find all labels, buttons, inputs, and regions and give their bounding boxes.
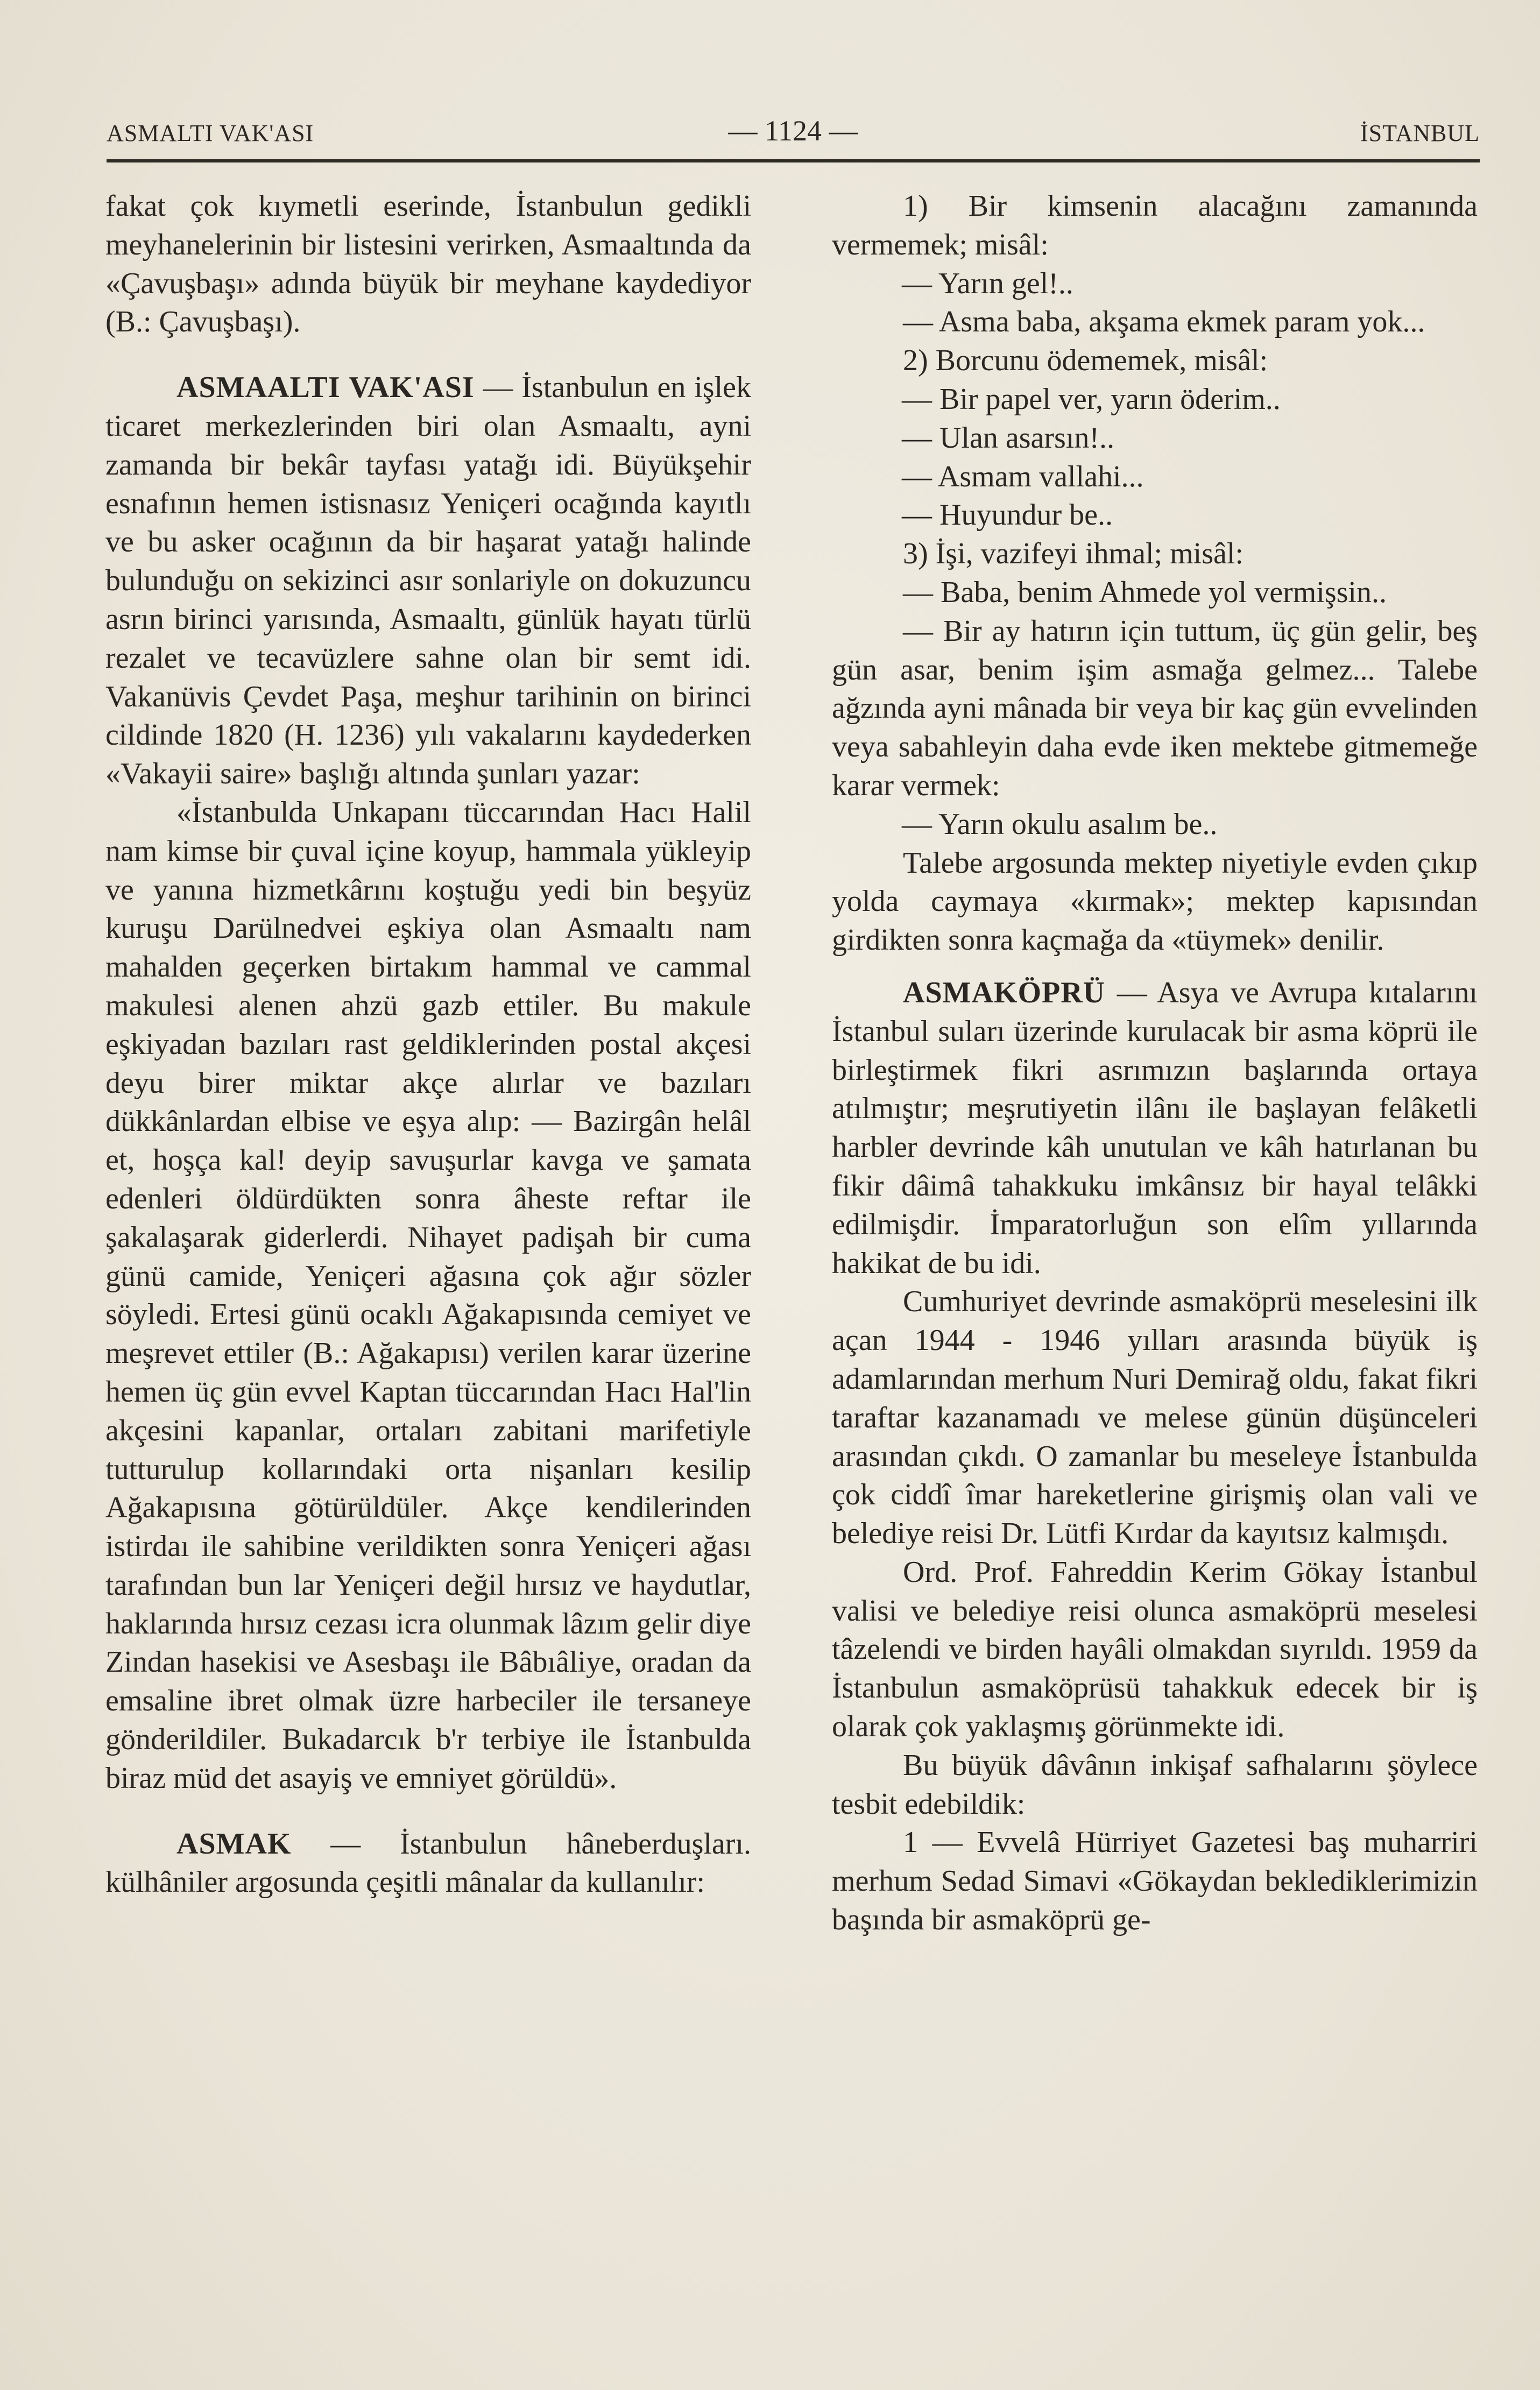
entry-asmak <box>105 1825 751 1903</box>
page-number: — 1124 — <box>728 115 858 147</box>
entry-title: ASMAALTI VAK'ASI <box>176 371 475 405</box>
running-header <box>107 114 1480 157</box>
entry-text: — İstanbulun en işlek ticaret merkezlerinden biri olan Asmaaltı, ayni zamanda bir bekâr tayfası yatağı idi. Büyükşehir esnafının hemen istisnasız Yeniçeri ocağında kayıtlı ve bu asker ocağının da bir haşarat yatağı halinde bulunduğu on sekizinci asır sonlariyle on dokuzuncu asrın birinci yarısında, Asmaaltı, günlük hayatı türlü rezalet ve tecavüzlere sahne olan bir semt idi. Vakanüvis Çevdet Paşa, meşhur tarihinin on birinci cildinde 1820 (H. 1236) yılı vakalarını kaydederken «Vakayii saire» başlığı altında şunları yazar: <box>105 371 751 791</box>
header-rule <box>107 159 1480 162</box>
continuation-paragraph: fakat çok kıymetli eserinde, İstanbulun gedikli meyhanelerinin bir listesini verirken, Asmaaltında da «Çavuşbaşı» adında büyük bir meyhane kaydediyor (B.: Çavuşbaşı). <box>105 189 751 339</box>
dialogue-line: — Ulan asarsın!.. <box>902 421 1115 455</box>
left-column <box>105 187 751 1902</box>
dialogue-line: — Yarın okulu asalım be.. <box>902 807 1218 841</box>
dialogue-line: — Asmam vallahi... <box>902 459 1144 493</box>
entry-title: ASMAKÖPRÜ <box>903 975 1106 1009</box>
dialogue-line: — Asma baba, akşama ekmek param yok... <box>903 305 1425 339</box>
quote-paragraph: «İstanbulda Unkapanı tüccarından Hacı Halil nam kimse bir çuval içine koyup, hammala yükleyip ve yanına hizmetkârını koştuğu yedi bin beşyüz kuruşu Darülnedvei eşkiya olan Asmaaltı nam mahalden geçerken birtakım hammal ve cammal makulesi alenen ahzü gazb ettiler. Bu makule eşkiyadan bazıları rast geldiklerinden postal akçesi deyu birer miktar akçe alırlar ve bazıları dükkânlardan elbise ve eşya alıp: — Bazirgân helâl et, hoşça kal! deyip savuşurlar kavga ve şamata edenleri öldürdükten sonra âheste reftar ile şakalaşarak giderlerdi. Nihayet padişah bir cuma günü camide, Yeniçeri ağasına çok ağır sözler söyledi. Ertesi günü ocaklı Ağakapısında cemiyet ve meşrevet ettiler (B.: Ağakapısı) verilen karar üzerine hemen üç gün evvel Kaptan tüccarından Hacı Hal'lin akçesini kapanlar, ortaları zabitani marifetiyle tutturulup kollarındaki orta nişanları kesilip Ağakapısına götürüldüler. Akçe kendilerinden istirdaı ile sahibine verildikten sonra Yeniçeri ağası tarafından bun lar Yeniçeri değil hırsız ve haydutlar, haklarında hırsız cezası icra olunmak lâzım gelir diye Zindan hasekisi ve Asesbaşı ile Bâbıâliye, oradan da emsaline ibret olmak üzre harbeciler ile tersaneye gönderildiler. Bukadarcık b'r terbiye ile İstanbulda biraz müd det asayiş ve emniyet görüldü». <box>105 795 751 1795</box>
entry-asmaalti <box>105 369 751 794</box>
dialogue-line: — Bir ay hatırın için tuttum, üç gün gelir, beş gün asar, benim işim asmağa gelmez... Talebe ağzında ayni mânada bir veya bir kaç gün evvelinden veya sabahleyin daha evde iken mektebe gitmemeğe karar vermek: <box>832 614 1478 802</box>
entry-asmakopru <box>832 974 1478 1283</box>
entry-text: — Asya ve Avrupa kıtalarını İstanbul suları üzerinde kurulacak bir asma köprü ile birleştirmek fikri asrımızın başlarında ortaya atılmıştır; meşrutiyetin ilânı ile başlayan felâketli harbler devrinde kâh unutulan ve kâh hatırlanan bu fikir dâimâ tahakkuku imkânsız bir hayal telâkki edilmişdir. İmparatorluğun son elîm yıllarında hakikat de bu idi. <box>832 975 1478 1280</box>
meaning-item: 2) Borcunu ödememek, misâl: <box>903 344 1268 378</box>
entry-title: ASMAK <box>176 1827 292 1861</box>
right-column <box>832 187 1478 1940</box>
body-paragraph: Cumhuriyet devrinde asmaköprü meselesini ilk açan 1944 - 1946 yılları arasında büyük iş adamlarından merhum Nuri Demirağ oldu, fakat fikri taraftar kazanamadı ve melese günün düşünceleri arasından çıkdı. O zamanlar bu meseleye İstanbulda çok ciddî îmar hareketlerine girişmiş olan vali ve belediye reisi Dr. Lütfi Kırdar da kayıtsız kalmışdı. <box>832 1285 1478 1551</box>
entry-text: — İstanbulun hâneberduşları. külhâniler argosunda çeşitli mânalar da kullanılır: <box>105 1827 751 1899</box>
dialogue-line: — Baba, benim Ahmede yol vermişsin.. <box>903 575 1387 609</box>
meaning-item: 1) Bir kimsenin alacağını zamanında vermemek; misâl: <box>832 189 1478 261</box>
body-paragraph: Ord. Prof. Fahreddin Kerim Gökay İstanbul valisi ve belediye reisi olunca asmaköprü meselesi tâzelendi ve birden hayâli olmakdan sıyrıldı. 1959 da İstanbulun asmaköprüsü tahakkuk edecek bir iş olarak çok yaklaşmış görünmekte idi. <box>832 1555 1478 1744</box>
body-paragraph: Talebe argosunda mektep niyetiyle evden çıkıp yolda caymaya «kırmak»; mektep kapısından girdikten sonra kaçmağa da «tüymek» denilir. <box>832 846 1478 957</box>
header-volume: İSTANBUL <box>1360 120 1480 146</box>
body-paragraph: Bu büyük dâvânın inkişaf safhalarını şöylece tesbit edebildik: <box>832 1748 1478 1821</box>
dialogue-line: — Yarın gel!.. <box>902 266 1073 300</box>
meaning-item: 3) İşi, vazifeyi ihmal; misâl: <box>903 537 1244 571</box>
dialogue-line: — Bir papel ver, yarın öderim.. <box>902 382 1281 416</box>
dialogue-line: — Huyundur be.. <box>902 498 1113 532</box>
header-entry-title: ASMALTI VAK'ASI <box>107 120 314 146</box>
body-paragraph: 1 — Evvelâ Hürriyet Gazetesi baş muharriri merhum Sedad Simavi «Gökaydan beklediklerimizin başında bir asmaköprü ge- <box>832 1826 1478 1937</box>
